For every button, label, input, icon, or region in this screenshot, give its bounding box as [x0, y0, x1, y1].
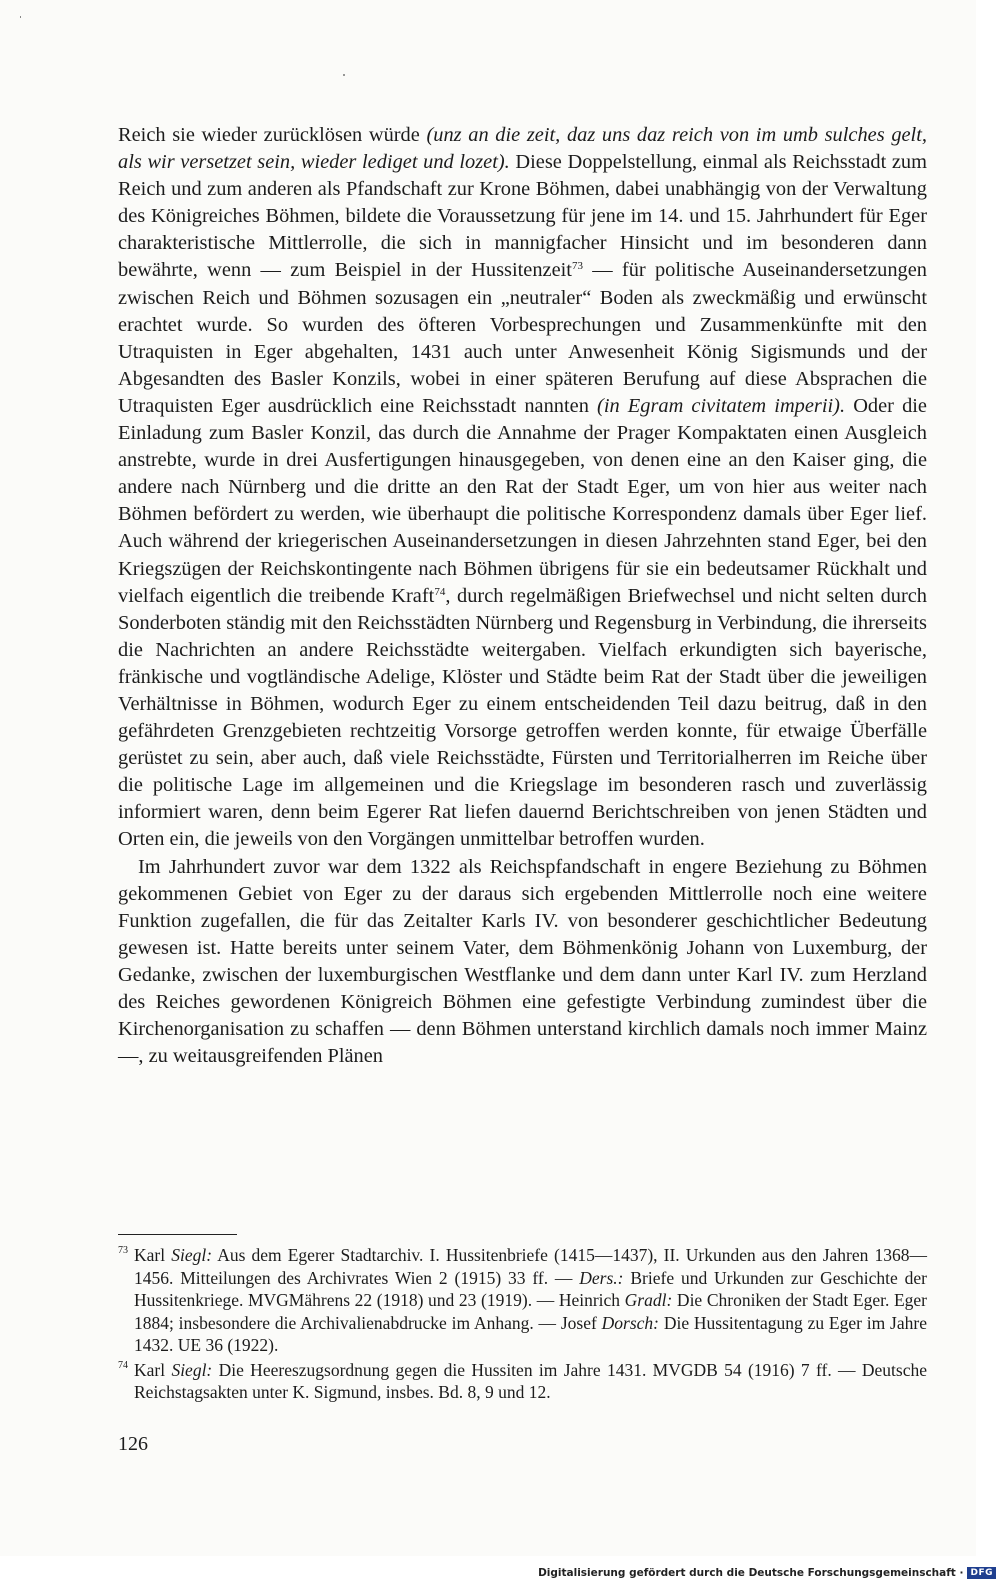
digitization-notice: Digitalisierung gefördert durch die Deutsche Forschungsgemeinschaft · DFG: [538, 1563, 996, 1583]
paragraph-2: Im Jahrhundert zuvor war dem 1322 als Reichspfandschaft in engere Beziehung zu Böhmen gekommenen Gebiet von Eger zu der daraus sich ergebenden Mittlerrolle noch eine weitere Funktion zugefallen, die für das Zeitalter Karls IV. von besonderer geschichtlicher Bedeutung gewesen ist. Hatte bereits unter seinem Vater, dem Böhmenkönig Johann von Luxemburg, der Gedanke, zwischen der luxemburgischen Westflanke und dem dann unter Karl IV. zum Herzland des Reiches gewordenen Königreich Böhmen eine gefestigte Verbindung zumindest über die Kirchenorganisation zu schaffen — denn Böhmen unterstand kirchlich damals noch immer Mainz —, zu weitausgreifenden Plänen: [118, 855, 927, 1068]
dfg-logo-icon: DFG: [967, 1567, 996, 1579]
author-name: Siegl:: [171, 1359, 213, 1380]
scan-speck: [343, 74, 345, 76]
footnote-ref-74[interactable]: 74: [434, 585, 446, 598]
footnote-number: 74: [118, 1359, 128, 1371]
author-name: Gradl:: [624, 1290, 673, 1310]
footnote-74: 74 Karl Siegl: Die Heereszugsordnung gegen die Hussiten im Jahre 1431. MVGDB 54 (1916) 7 ff. — Deutsche Reichstagsakten unter K. Sigmund, insbes. Bd. 8, 9 und 12.: [118, 1359, 927, 1402]
author-name: Dorsch:: [601, 1312, 659, 1333]
author-name: Siegl:: [171, 1245, 213, 1265]
footnote-separator: [118, 1234, 237, 1235]
body-text: [118, 122, 927, 1070]
footnote-ref-73[interactable]: 73: [571, 260, 583, 273]
footnote-73: 73 Karl Siegl: Aus dem Egerer Stadtarchiv. I. Hussitenbriefe (1415—1437), II. Urkunden aus den Jahren 1368—1456. Mitteilungen des Archivrates Wien 2 (1915) 33 ff. — Ders.: Briefe und Urkunden zur Geschichte der Hussitenkriege. MVGMährens 22 (1918) und 23 (1919). — Heinrich Gradl: Die Chroniken der Stadt Eger. Eger 1884; insbesondere die Archivalienabdrucke im Anhang. — Josef Dorsch: Die Hussitentagung zu Eger im Jahre 1432. UE 36 (1922).: [118, 1245, 928, 1355]
latin-quote: (in Egram civitatem imperii).: [597, 394, 846, 417]
page-number: 126: [118, 1433, 148, 1455]
author-name: Ders.:: [579, 1267, 624, 1288]
latin-quote: (unz an die zeit, daz uns daz reich von im umb sulches gelt, als wir versetzet sein, wieder lediget und lozet).: [118, 124, 927, 174]
footnotes: [118, 1244, 927, 1406]
scan-speck: [20, 16, 21, 18]
digitization-notice-text: Digitalisierung gefördert durch die Deutsche Forschungsgemeinschaft: [538, 1567, 956, 1579]
page-margin: [976, 0, 1000, 1556]
paragraph-1: Reich sie wieder zurücklösen würde (unz an die zeit, daz uns daz reich von im umb sulches gelt, als wir versetzet sein, wieder lediget und lozet). Diese Doppelstellung, einmal als Reichsstadt zum Reich und zum anderen als Pfandschaft zur Krone Böhmen, dabei unabhängig von der Verwaltung des Königreiches Böhmen, bildete die Voraussetzung für jene im 14. und 15. Jahrhundert für Eger charakteristische Mittlerrolle, die sich in mannigfacher Hinsicht und im besonderen dann bewährte, wenn — zum Beispiel in der Hussitenzeit$^{73}$ — für politische Auseinandersetzungen zwischen Reich und Böhmen sozusagen ein „neutraler“ Boden als zweckmäßig und erwünscht erachtet wurde. So wurden des öfteren Vorbesprechungen und Zusammenkünfte mit den Utraquisten in Eger abgehalten, 1431 auch unter Anwesenheit König Sigismunds und der Abgesandten des Basler Konzils, wobei in einer späteren Berufung auf diese Absprachen die Utraquisten Eger ausdrücklich eine Reichsstadt nannten (in Egram civitatem imperii). Oder die Einladung zum Basler Konzil, das durch die Annahme der Prager Kompaktaten einen Ausgleich anstrebte, wurde in drei Ausfertigungen hinausgegeben, von denen eine an den Kaiser ging, die andere nach Nürnberg und die dritte an den Rat der Stadt Eger, um von hier aus weiter nach Böhmen befördert zu werden, wie überhaupt die politische Korrespondenz damals über Eger lief. Auch während der kriegerischen Auseinandersetzungen in diesen Jahrzehnten stand Eger, bei den Kriegszügen der Reichskontingente nach Böhmen übrigens für sie ein bedeutsamer Rückhalt und vielfach eigentlich die treibende Kraft$^{74}$, durch regelmäßigen Briefwechsel und nicht selten durch Sonderboten ständig mit den Reichsstädten Nürnberg und Regensburg in Verbindung, die ihrerseits die Nachrichten an andere Reichsstädte weitergaben. Vielfach erkundigten sich bayerische, fränkische und vogtländische Adelige, Klöster und Städte beim Rat der Stadt über die jeweiligen Verhältnisse in Böhmen, wodurch Eger zu einem entscheidenden Teil dazu beitrug, daß in den gefährdeten Grenzgebieten rechtzeitig Vorsorge getroffen werden konnte, für etwaige Überfälle gerüstet zu sein, aber auch, daß viele Reichsstädte, Fürsten und Territorialherren im Reiche über die politische Lage im allgemeinen und die Kriegslage im besonderen rasch und zuverlässig informiert waren, denn beim Egerer Rat liefen dauernd Berichtschreiben von jenen Städten und Orten ein, die jeweils von den Vorgängen unmittelbar betroffen wurden.: [118, 124, 927, 851]
footnote-number: 73: [118, 1245, 128, 1256]
